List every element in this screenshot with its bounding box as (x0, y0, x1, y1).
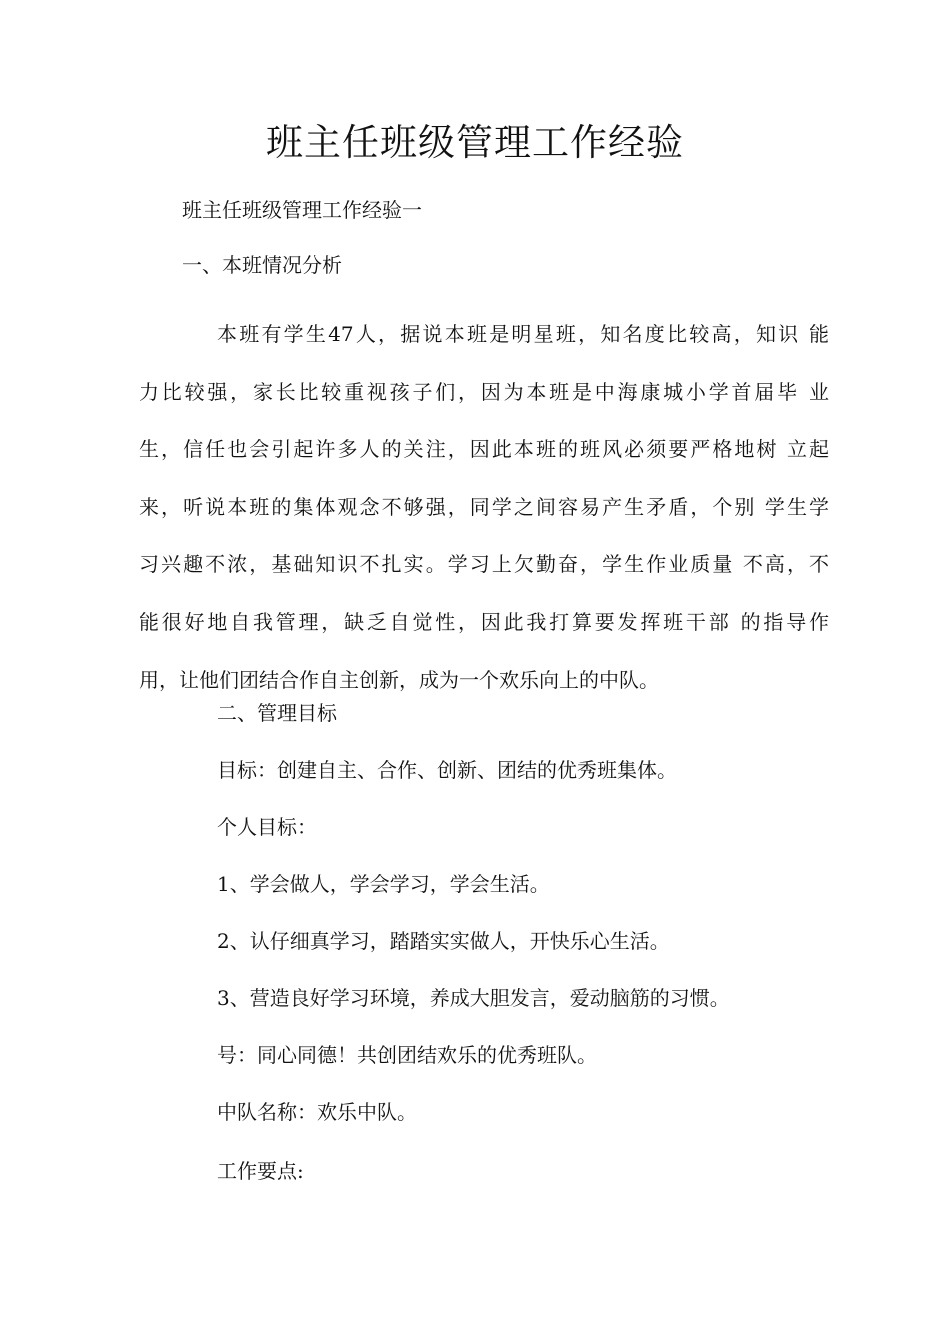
paragraph-line: 习兴趣不浓，基础知识不扎实。学习上欠勤奋，学生作业质量 不高，不 (139, 552, 829, 577)
paragraph-line: 本班有学生47人，据说本班是明星班，知名度比较高，知识 能 (217, 322, 829, 346)
paragraph-line: 来，听说本班的集体观念不够强，同学之间容易产生矛盾，个别 学生学 (139, 494, 829, 519)
work-points-label: 工作要点: (217, 1159, 304, 1183)
paragraph-line: 能很好地自我管理，缺乏自觉性，因此我打算要发挥班干部 的指导作 (139, 609, 829, 634)
personal-goal-item: 1、学会做人，学会学习，学会生活。 (217, 872, 550, 896)
personal-goal-label: 个人目标： (217, 815, 317, 839)
paragraph-line: 生，信任也会引起许多人的关注，因此本班的班风必须要严格地树 立起 (139, 437, 829, 462)
paragraph-line: 用，让他们团结合作自主创新，成为一个欢乐向上的中队。 (139, 667, 659, 692)
paragraph-line: 力比较强，家长比较重视孩子们，因为本班是中海康城小学首届毕 业 (139, 379, 829, 404)
section-heading-goals: 二、管理目标 (217, 701, 337, 725)
analysis-paragraph (139, 306, 829, 709)
personal-goal-item: 2、认仔细真学习，踏踏实实做人，开快乐心生活。 (217, 929, 670, 953)
personal-goal-item: 3、营造良好学习环境，养成大胆发言，爱动脑筋的习惯。 (217, 986, 730, 1010)
section-heading-analysis: 一、本班情况分析 (182, 253, 342, 277)
goal-text: 目标：创建自主、合作、创新、团结的优秀班集体。 (217, 758, 677, 782)
document-title: 班主任班级管理工作经验 (266, 121, 684, 164)
slogan-text: 号：同心同德！共创团结欢乐的优秀班队。 (217, 1043, 597, 1067)
squad-name-text: 中队名称：欢乐中队。 (217, 1100, 417, 1124)
document-subtitle: 班主任班级管理工作经验一 (182, 198, 422, 222)
